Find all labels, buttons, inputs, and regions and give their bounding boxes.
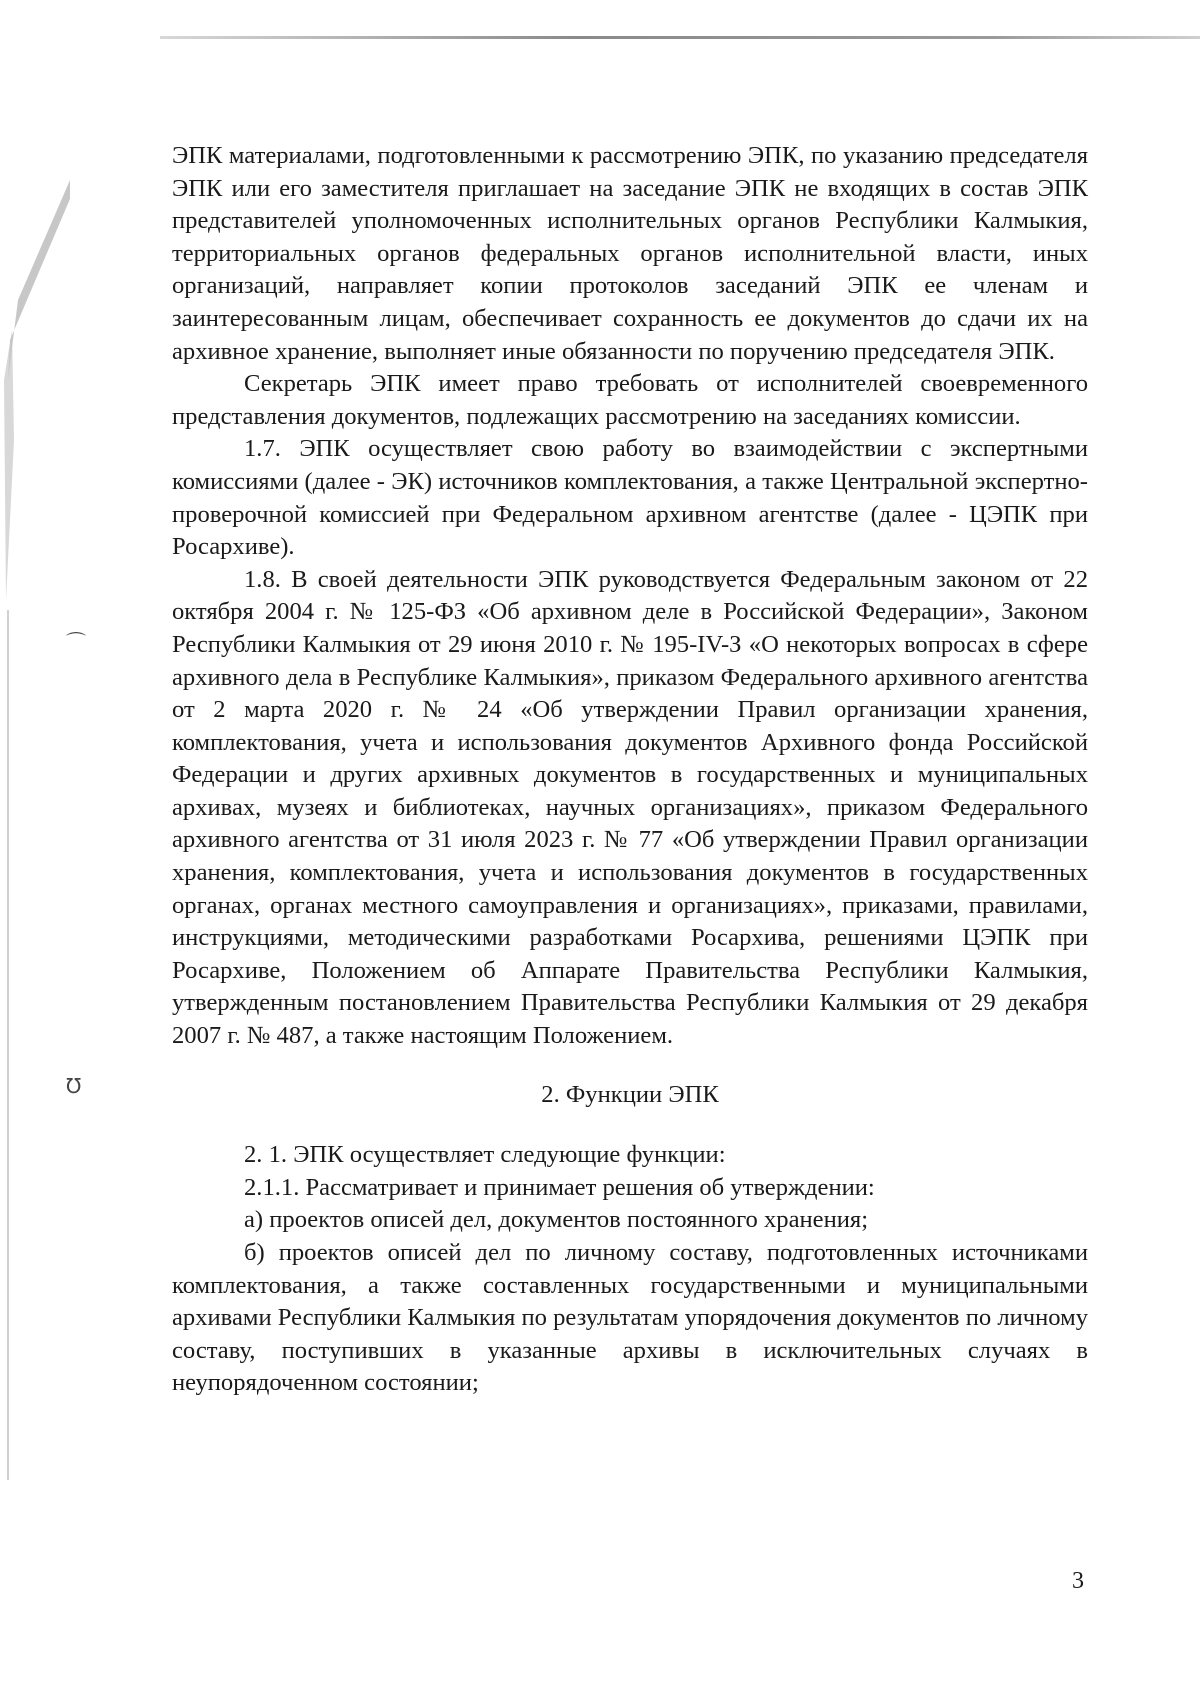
line-2-1-1: 2.1.1. Рассматривает и принимает решения об утверждении: <box>244 1173 875 1201</box>
page-number: 3 <box>1072 1568 1084 1594</box>
document-body <box>172 140 1088 1400</box>
line-item-a: а) проектов описей дел, документов постоянного хранения; <box>244 1206 869 1234</box>
line-2-1: 2. 1. ЭПК осуществляет следующие функции: <box>244 1141 726 1169</box>
paragraph-item-b: б) проектов описей дел по личному составу, подготовленных источниками комплектования, а также составленных государственными и муниципальными архивами Республики Калмыкия по результатам упорядочения документов по личному составу, поступивших в указанные архивы в исключительных случаях в неупорядоченном состоянии; <box>172 1239 1088 1397</box>
section-heading: 2. Функции ЭПК <box>541 1080 719 1108</box>
scan-edge-line <box>160 36 1200 39</box>
scan-binding-shadow <box>0 180 70 1480</box>
paragraph-1-7: 1.7. ЭПК осуществляет свою работу во взаимодействии с экспертными комиссиями (далее - ЭК) источников комплектования, а также Центральной экспертно-проверочной комиссией при Федеральном архивном агентстве (далее - ЦЭПК при Росархиве). <box>172 435 1088 561</box>
paragraph-secretary-rights: Секретарь ЭПК имеет право требовать от исполнителей своевременного представления документов, подлежащих рассмотрению на заседаниях комиссии. <box>172 370 1088 430</box>
punch-hole-mark-upper: ⌒ <box>66 630 86 654</box>
paragraph-secretary-duties: ЭПК материалами, подготовленными к рассмотрению ЭПК, по указанию председателя ЭПК или его заместителя приглашает на заседание ЭПК не входящих в состав ЭПК представителей уполномоченных исполнительных органов Республики Калмыкия, территориальных органов федеральных органов исполнительной власти, иных организаций, направляет копии протоколов заседаний ЭПК ее членам и заинтересованным лицам, обеспечивает сохранность ее документов до сдачи их на архивное хранение, выполняет иные обязанности по поручению председателя ЭПК. <box>172 142 1088 365</box>
paragraph-1-8: 1.8. В своей деятельности ЭПК руководствуется Федеральным законом от 22 октября 2004 г. № 125-ФЗ «Об архивном деле в Российской Федерации», Законом Республики Калмыкия от 29 июня 2010 г. № 195-IV-З «О некоторых вопросах в сфере архивного дела в Республике Калмыкия», приказом Федерального архивного агентства от 2 марта 2020 г. № 24 «Об утверждении Правил организации хранения, комплектования, учета и использования документов Архивного фонда Российской Федерации и других архивных документов в государственных и муниципальных архивах, музеях и библиотеках, научных организациях», приказом Федерального архивного агентства от 31 июля 2023 г. № 77 «Об утверждении Правил организации хранения, комплектования, учета и использования документов в государственных органах, органах местного самоуправления и организациях», приказами, правилами, инструкциями, методическими разработками Росархива, решениями ЦЭПК при Росархиве, Положением об Аппарате Правительства Республики Калмыкия, утвержденным постановлением Правительства Республики Калмыкия от 29 декабря 2007 г. № 487, а также настоящим Положением. <box>172 565 1088 1050</box>
punch-hole-mark-lower: Ʊ <box>66 1074 82 1098</box>
